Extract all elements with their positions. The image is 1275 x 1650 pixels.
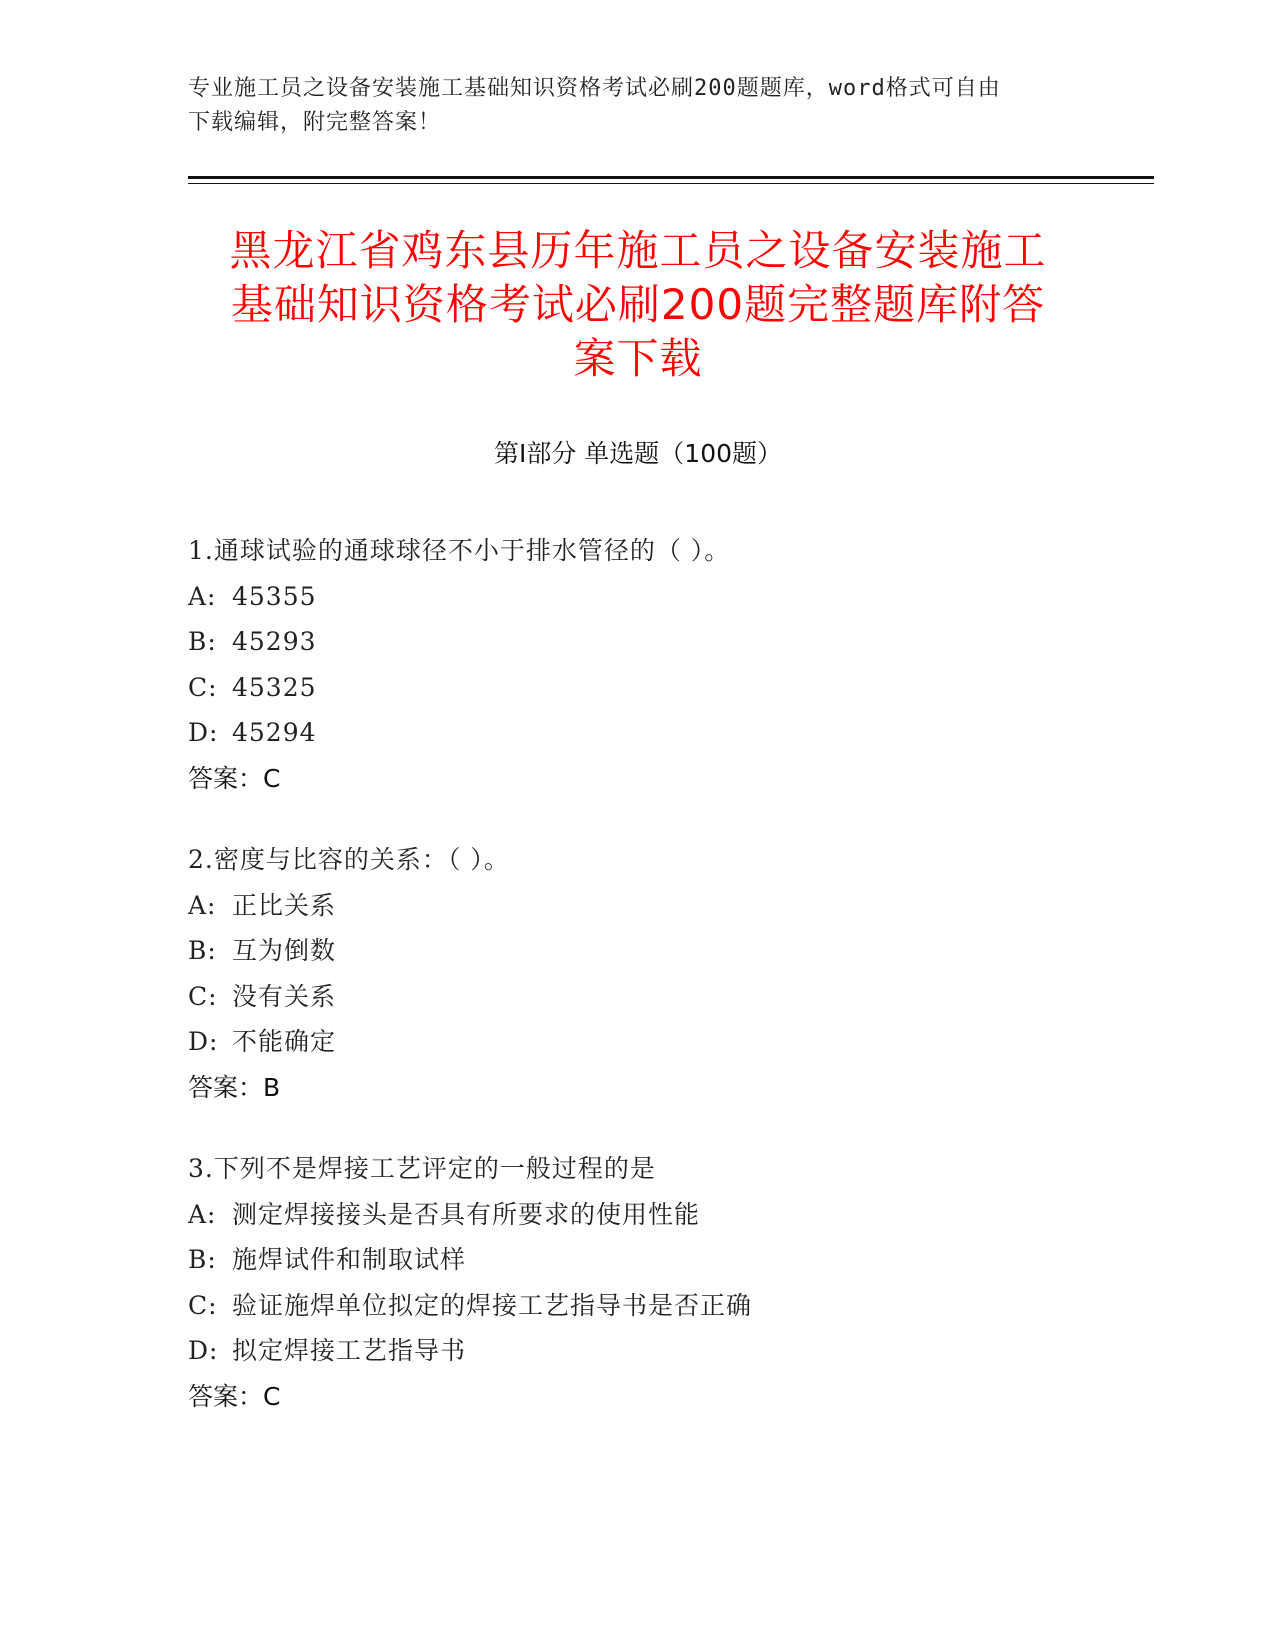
answer-line: 答案：C bbox=[188, 763, 281, 793]
option-text: 正比关系 bbox=[232, 890, 337, 920]
option-letter: D: bbox=[188, 718, 219, 747]
option-text: 45325 bbox=[232, 672, 317, 702]
option-text: 没有关系 bbox=[232, 981, 337, 1011]
option-text: 45355 bbox=[232, 581, 317, 611]
option-letter: A: bbox=[188, 890, 217, 920]
header-note-line-1: 专业施工员之设备安装施工基础知识资格考试必刷200题题库，word格式可自由 bbox=[188, 76, 1001, 101]
option-letter: C: bbox=[188, 1290, 218, 1320]
option-b bbox=[188, 928, 1088, 974]
option-b bbox=[188, 1237, 1088, 1283]
document-title bbox=[188, 224, 1088, 386]
option-letter: B: bbox=[188, 627, 217, 656]
option-letter: C: bbox=[188, 981, 218, 1011]
section-title: 第Ⅰ部分 单选题（100题） bbox=[493, 439, 783, 468]
question-list bbox=[188, 528, 1088, 1455]
answer-line: 答案：C bbox=[188, 1381, 281, 1411]
option-text: 45294 bbox=[232, 718, 317, 747]
option-letter: A: bbox=[188, 581, 217, 611]
option-letter: B: bbox=[188, 1245, 217, 1274]
option-letter: C: bbox=[188, 672, 218, 702]
option-text: 拟定焊接工艺指导书 bbox=[232, 1336, 467, 1365]
answer-line: 答案：B bbox=[188, 1072, 281, 1102]
question-item bbox=[188, 1146, 1088, 1419]
title-line-2: 基础知识资格考试必刷200题完整题库附答 bbox=[230, 280, 1046, 329]
option-a bbox=[188, 1192, 1088, 1238]
option-text: 不能确定 bbox=[232, 1027, 337, 1056]
header-note-line-2: 下载编辑，附完整答案！ bbox=[188, 110, 442, 135]
option-c bbox=[188, 1283, 1088, 1329]
question-stem: 1.通球试验的通球球径不小于排水管径的（ ）。 bbox=[188, 536, 731, 565]
question-stem: 2.密度与比容的关系：（ ）。 bbox=[188, 845, 510, 874]
header-divider-thick bbox=[188, 176, 1154, 179]
option-letter: D: bbox=[188, 1336, 219, 1365]
option-d bbox=[188, 1328, 1088, 1374]
option-c bbox=[188, 665, 1088, 711]
option-text: 验证施焊单位拟定的焊接工艺指导书是否正确 bbox=[232, 1290, 753, 1320]
option-a bbox=[188, 574, 1088, 620]
option-letter: D: bbox=[188, 1027, 219, 1056]
option-text: 互为倒数 bbox=[232, 936, 337, 965]
option-c bbox=[188, 974, 1088, 1020]
option-d bbox=[188, 710, 1088, 756]
option-text: 测定焊接接头是否具有所要求的使用性能 bbox=[232, 1199, 701, 1229]
option-b bbox=[188, 619, 1088, 665]
header-divider-thin bbox=[188, 183, 1154, 184]
option-letter: A: bbox=[188, 1199, 217, 1229]
option-letter: B: bbox=[188, 936, 217, 965]
question-item bbox=[188, 837, 1088, 1110]
title-line-3: 案下载 bbox=[573, 334, 703, 383]
question-item bbox=[188, 528, 1088, 801]
option-text: 45293 bbox=[232, 627, 317, 656]
question-stem: 3.下列不是焊接工艺评定的一般过程的是 bbox=[188, 1154, 656, 1183]
option-d bbox=[188, 1019, 1088, 1065]
title-line-1: 黑龙江省鸡东县历年施工员之设备安装施工 bbox=[229, 226, 1047, 275]
header-note bbox=[188, 72, 1088, 140]
option-a bbox=[188, 883, 1088, 929]
option-text: 施焊试件和制取试样 bbox=[232, 1245, 467, 1274]
